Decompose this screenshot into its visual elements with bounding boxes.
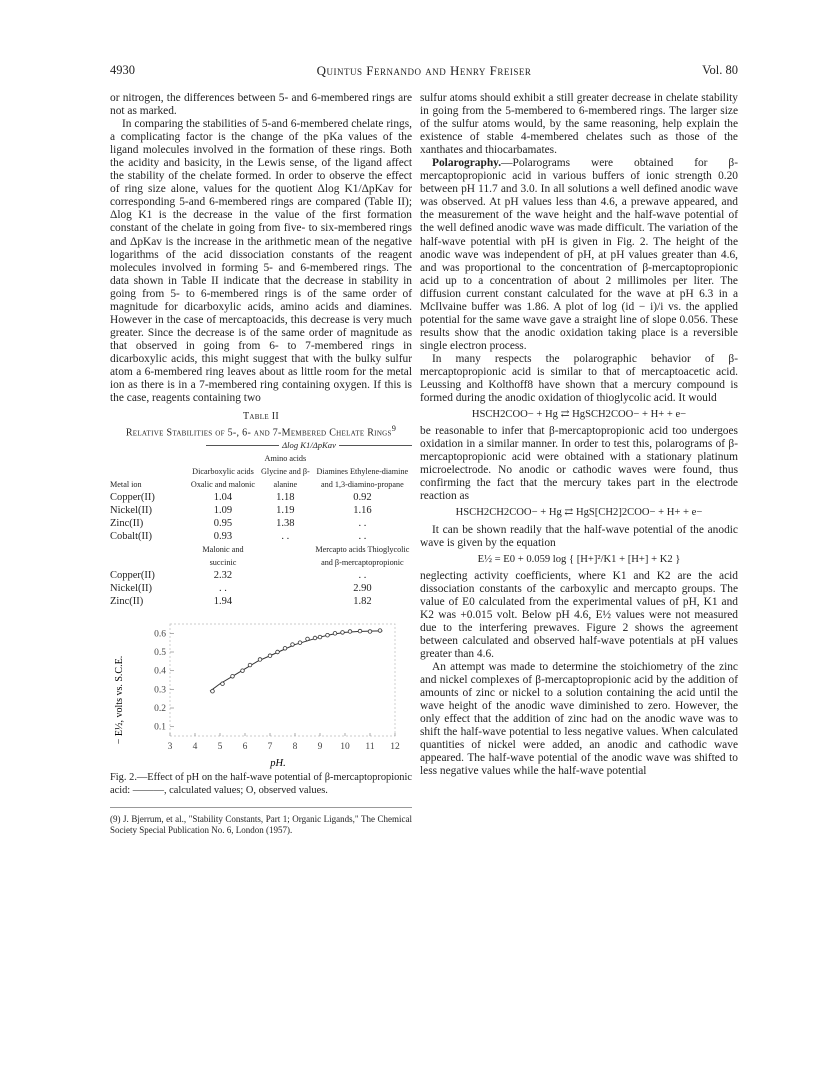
col-header-malonic: Malonic and succinic (202, 545, 244, 568)
right-paragraph-1: sulfur atoms should exhibit a still greater decrease in chelate stability in going from the 5-membered to 6-membered rings. The larger size of the sulfur atoms would, by the same reasoning, help explain the existence of stable 4-membered chelates such as those of the xanthates and thiocarbamates. (420, 92, 738, 157)
x-tick-label: 10 (340, 742, 350, 753)
x-tick-label: 8 (292, 742, 298, 753)
y-tick-label: 0.5 (154, 648, 166, 659)
col-header-amino: Amino acids Glycine and β-alanine (261, 454, 310, 490)
x-tick-label: 5 (217, 742, 223, 753)
observed-value-point (221, 682, 225, 686)
table-note-mark: 9 (391, 424, 397, 434)
table-label: Table II (243, 411, 279, 423)
observed-value-point (341, 631, 345, 635)
footnote-9: (9) J. Bjerrum, et al., "Stability Constants, Part 1; Organic Ligands," The Chemical Society Special Publication No. 6, London (1957). (110, 807, 412, 836)
col-header-metal: Metal ion (110, 480, 142, 490)
right-paragraph-6: neglecting activity coefficients, where K1 and K2 are the acid dissociation constants of the carboxylic and mercapto groups. The value of E0 calculated from the experimental values of pH, K1 and K2 was +0.015 volt. Below pH 4.6, E½ values were not measured due to the interfering prewaves. Figure 2 shows the agreement between calculated and observed half-wave potentials at pH values greater than 4.6. (420, 569, 738, 660)
observed-value-point (283, 647, 287, 651)
observed-value-point (326, 634, 330, 638)
observed-value-point (378, 629, 382, 633)
observed-value-point (276, 651, 280, 655)
y-tick-label: 0.6 (154, 629, 166, 640)
observed-value-point (358, 630, 362, 634)
table-row: Nickel(II) . . 2.90 (110, 583, 372, 595)
right-paragraph-5: It can be shown readily that the half-wave potential of the anodic wave is given by the equation (420, 523, 738, 549)
x-tick-label: 6 (242, 742, 248, 753)
equation-2: HSCH2CH2COO− + Hg ⇄ HgS[CH2]2COO− + H+ + e− (455, 507, 703, 519)
observed-value-point (258, 658, 262, 662)
right-column (420, 92, 738, 778)
table-row: Copper(II) 1.04 1.18 0.92 (110, 492, 372, 504)
y-tick-label: 0.1 (154, 723, 166, 734)
table-row: Zinc(II) 1.94 1.82 (110, 596, 372, 608)
observed-value-point (268, 654, 272, 658)
col-header-mercapto: Mercapto acids Thioglycolic and β-mercaptopropionic (315, 545, 410, 568)
y-tick-label: 0.4 (154, 667, 166, 678)
equation-3: E½ = E0 + 0.059 log { [H+]²/K1 + [H+] + K2 } (477, 553, 681, 565)
observed-value-point (211, 690, 215, 694)
y-tick-label: 0.3 (154, 685, 166, 696)
table-span-header: Δlog K1/ΔpKav (206, 439, 412, 450)
figure-2-chart (110, 618, 412, 770)
right-paragraph-7: An attempt was made to determine the stoichiometry of the zinc and nickel complexes of β-mercaptopropionic acid by the addition of amounts of zinc or nickel to a solution containing the acid until the wave height of the anodic wave diminished to zero. However, the only effect that the addition of zinc had on the anodic wave was to shift the half-wave potential to less negative values. When calculated quantities of nickel were added, an anodic and cathodic wave appeared. The half-wave potential of the anodic wave was shifted to less negative values while the half-wave potential (420, 660, 738, 778)
observed-value-point (291, 643, 295, 647)
y-tick-label: 0.2 (154, 704, 166, 715)
x-tick-label: 12 (390, 742, 400, 753)
figure-caption: Fig. 2.—Effect of pH on the half-wave potential of β-mercaptopropionic acid: ———, calculated values; O, observed values. (110, 772, 412, 796)
table-caption (110, 411, 412, 439)
observed-value-point (318, 636, 322, 640)
x-tick-label: 11 (365, 742, 375, 753)
observed-value-point (313, 637, 317, 641)
observed-value-point (241, 669, 245, 673)
left-column (110, 92, 412, 836)
y-axis-label: − E½, volts vs. S.C.E. (114, 656, 125, 745)
left-paragraph-2: In comparing the stabilities of 5-and 6-membered chelate rings, a complicating factor is the change of the pKa values of the ligand molecules involved in the formation of these rings. Both the acidity and basicity, in the Lewis sense, of the ligand affect the stability of the chelate formed. In order to observe the effect of ring size alone, values for the quotient Δlog K1/ΔpKav for corresponding 5-and 6-membered rings are compared (Table II); Δlog K1 is the decrease in the value of the first formation constant of the chelate in going from five- to six-membered rings and ΔpKav is the increase in the arithmetic mean of the negative logarithms of the acid dissociation constants of the reagent molecules involved in forming 5- and 6-membered rings. The data shown in Table II indicate that the decrease in stability in going from 5- to 6-membered rings is of the same order of magnitude for dicarboxylic acids, amino acids and diamines. However in the case of mercaptoacids, this decrease is very much greater. Since the decrease is of the same order of magnitude as that observed in going from 6- to 7-membered rings in dicarboxylic acids, this might suggest that with the bulky sulfur atom a 6-membered ring leaves about as little room for the metal ion as there is in a 7-membered ring containing oxygen. If this is the case, reagents containing two (110, 118, 412, 405)
observed-value-point (368, 630, 372, 634)
right-paragraph-4: be reasonable to infer that β-mercaptopropionic acid too undergoes oxidation in a similar manner. In order to test this, polarograms of β-mercaptopropionic acid were obtained with a stationary platinum microelectrode. No anodic or cathodic waves were found, thus confirming the fact that the mercury takes part in the electrode reaction as (420, 425, 738, 503)
running-title: Quintus Fernando and Henry Freiser (316, 63, 532, 78)
observed-value-point (306, 638, 310, 642)
x-tick-label: 3 (167, 742, 173, 753)
observed-value-point (248, 664, 252, 668)
observed-value-point (298, 641, 302, 645)
col-header-dicarboxylic: Dicarboxylic acids Oxalic and malonic (190, 467, 256, 490)
equation-1: HSCH2COO− + Hg ⇄ HgSCH2COO− + H+ + e− (471, 409, 687, 421)
table-row: Cobalt(II) 0.93 . . . . (110, 531, 367, 543)
table-ii (110, 452, 412, 608)
observed-value-point (333, 632, 337, 636)
x-tick-label: 9 (317, 742, 323, 753)
observed-value-point (348, 630, 352, 634)
page-number: 4930 (110, 63, 135, 77)
right-paragraph-3: In many respects the polarographic behavior of β-mercaptopropionic acid is similar to that of mercaptoacetic acid. Leussing and Kolthoff8 have shown that a mercury compound is formed during the anodic oxidation of thioglycolic acid. It would (420, 352, 738, 405)
table-row: Zinc(II) 0.95 1.38 . . (110, 518, 367, 530)
figure-2 (110, 618, 412, 770)
calculated-values-line (210, 631, 383, 691)
section-heading-polarography: Polarography. (432, 157, 502, 170)
col-header-diamines: Diamines Ethylene-diamine and 1,3-diamino-propane (316, 467, 409, 490)
table-title: Relative Stabilities of 5-, 6- and 7-Membered Chelate Rings (125, 427, 392, 439)
observed-value-point (231, 675, 235, 679)
x-tick-label: 4 (192, 742, 198, 753)
left-paragraph-1: or nitrogen, the differences between 5- and 6-membered rings are not as marked. (110, 92, 412, 118)
table-row: Nickel(II) 1.09 1.19 1.16 (110, 505, 372, 517)
plot-frame (170, 624, 395, 736)
page-header (110, 63, 738, 79)
x-axis-label: pH. (270, 758, 286, 770)
right-paragraph-2: Polarography.—Polarograms were obtained for β-mercaptopropionic acid in various buffers of ionic strength 0.20 between pH 11.7 and 3.0. In all solutions a well defined anodic wave was observed. At pH values less than 4.6, a prewave appeared, and the measurement of the wave height and the half-wave potential of the well defined anodic wave was made difficult. The variation of the half-wave potential with pH is given in Fig. 2. The height of the anodic wave was independent of pH, at pH values greater than 4.6, and was proportional to the concentration of β-mercaptopropionic acid up to a concentration of about 2 millimoles per liter. The diffusion current constant calculated for the wave at pH 6.3 in a McIlvaine buffer was 1.86. A plot of log (id − i)/i vs. the applied potential for the same wave gave a straight line of slope 0.056. These results show that the anodic oxidation taking place is a reversible single electron process. (420, 157, 738, 352)
x-tick-label: 7 (267, 742, 273, 753)
table-row: Copper(II) 2.32 . . (110, 570, 367, 582)
volume-number: Vol. 80 (702, 63, 738, 77)
